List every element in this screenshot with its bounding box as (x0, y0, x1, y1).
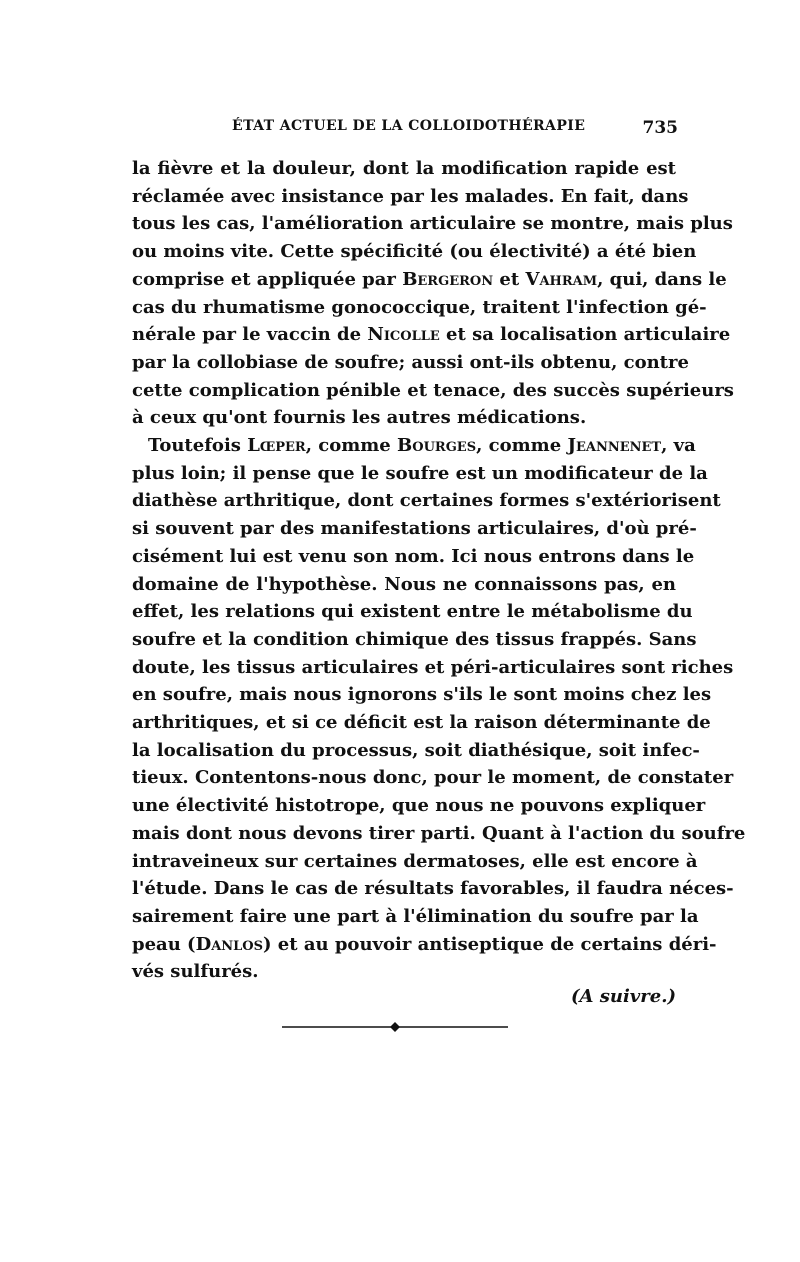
text-line: une électivité histotrope, que nous ne pouvons expliquer (132, 795, 706, 817)
text-line: cas du rhumatisme gonococcique, traitent l'infection gé- (132, 296, 707, 318)
text-line: tous les cas, l'amélioration articulaire se montre, mais plus (132, 213, 733, 235)
text-line: intraveineux sur certaines dermatoses, elle est encore à (132, 850, 698, 872)
text-line: ou moins vite. Cette spécificité (ou électivité) a été bien (132, 241, 697, 263)
text-line: réclamée avec insistance par les malades. En fait, dans (132, 185, 689, 207)
text-line: doute, les tissus articulaires et péri-articulaires sont riches (132, 656, 734, 678)
author-name: Lœper (247, 435, 306, 457)
continuation-note: (A suivre.) (571, 986, 676, 1007)
text-line: tieux. Contentons-nous donc, pour le moment, de constater (132, 767, 734, 789)
author-name: Nicolle (367, 324, 440, 346)
text-line: cisément lui est venu son nom. Ici nous entrons dans le (132, 545, 695, 567)
page-number: 735 (642, 118, 678, 138)
author-name: Bergeron (402, 268, 494, 290)
text-line: la fièvre et la douleur, dont la modification rapide est (132, 158, 676, 179)
text-line: en soufre, mais nous ignorons s'ils le sont moins chez les (132, 684, 712, 706)
author-name: Jeannenet (567, 435, 662, 457)
text-line: nérale par le vaccin de Nicolle et sa localisation articulaire (132, 324, 731, 346)
text-line: Toutefois Lœper, comme Bourges, comme Jeannenet, va (148, 435, 696, 457)
body-text (132, 155, 746, 986)
author-name: Bourges (397, 435, 477, 457)
text-line: soufre et la condition chimique des tissus frappés. Sans (132, 628, 697, 650)
text-line: à ceux qu'ont fournis les autres médications. (132, 407, 587, 429)
text-line: plus loin; il pense que le soufre est un modificateur de la (132, 462, 708, 484)
text-line: peau (Danlos) et au pouvoir antiseptique de certains déri- (132, 933, 717, 955)
text-line: sairement faire une part à l'élimination du soufre par la (132, 905, 699, 927)
text-line: vés sulfurés. (132, 961, 259, 983)
diamond-icon (390, 1022, 400, 1032)
running-title: ÉTAT ACTUEL DE LA COLLOIDOTHÉRAPIE (232, 118, 586, 134)
author-name: Vahram (525, 268, 598, 290)
end-ornament (282, 1021, 508, 1033)
text-line: diathèse arthritique, dont certaines formes s'extériorisent (132, 490, 721, 512)
text-line: cette complication pénible et tenace, des succès supérieurs (132, 379, 734, 401)
text-line: mais dont nous devons tirer parti. Quant à l'action du soufre (132, 822, 746, 844)
author-name: Danlos (195, 933, 264, 955)
text-line: comprise et appliquée par Bergeron et Vahram, qui, dans le (132, 268, 727, 290)
text-line: l'étude. Dans le cas de résultats favorables, il faudra néces- (132, 878, 734, 900)
text-line: si souvent par des manifestations articulaires, d'où pré- (132, 518, 697, 540)
text-line: effet, les relations qui existent entre le métabolisme du (132, 601, 693, 623)
text-line: arthritiques, et si ce déficit est la raison déterminante de (132, 712, 711, 734)
text-line: domaine de l'hypothèse. Nous ne connaissons pas, en (132, 573, 676, 595)
text-line: la localisation du processus, soit diathésique, soit infec- (132, 739, 700, 761)
text-line: par la collobiase de soufre; aussi ont-ils obtenu, contre (132, 351, 689, 373)
paragraph (132, 432, 746, 986)
running-header (132, 118, 678, 142)
paragraph (132, 155, 734, 432)
